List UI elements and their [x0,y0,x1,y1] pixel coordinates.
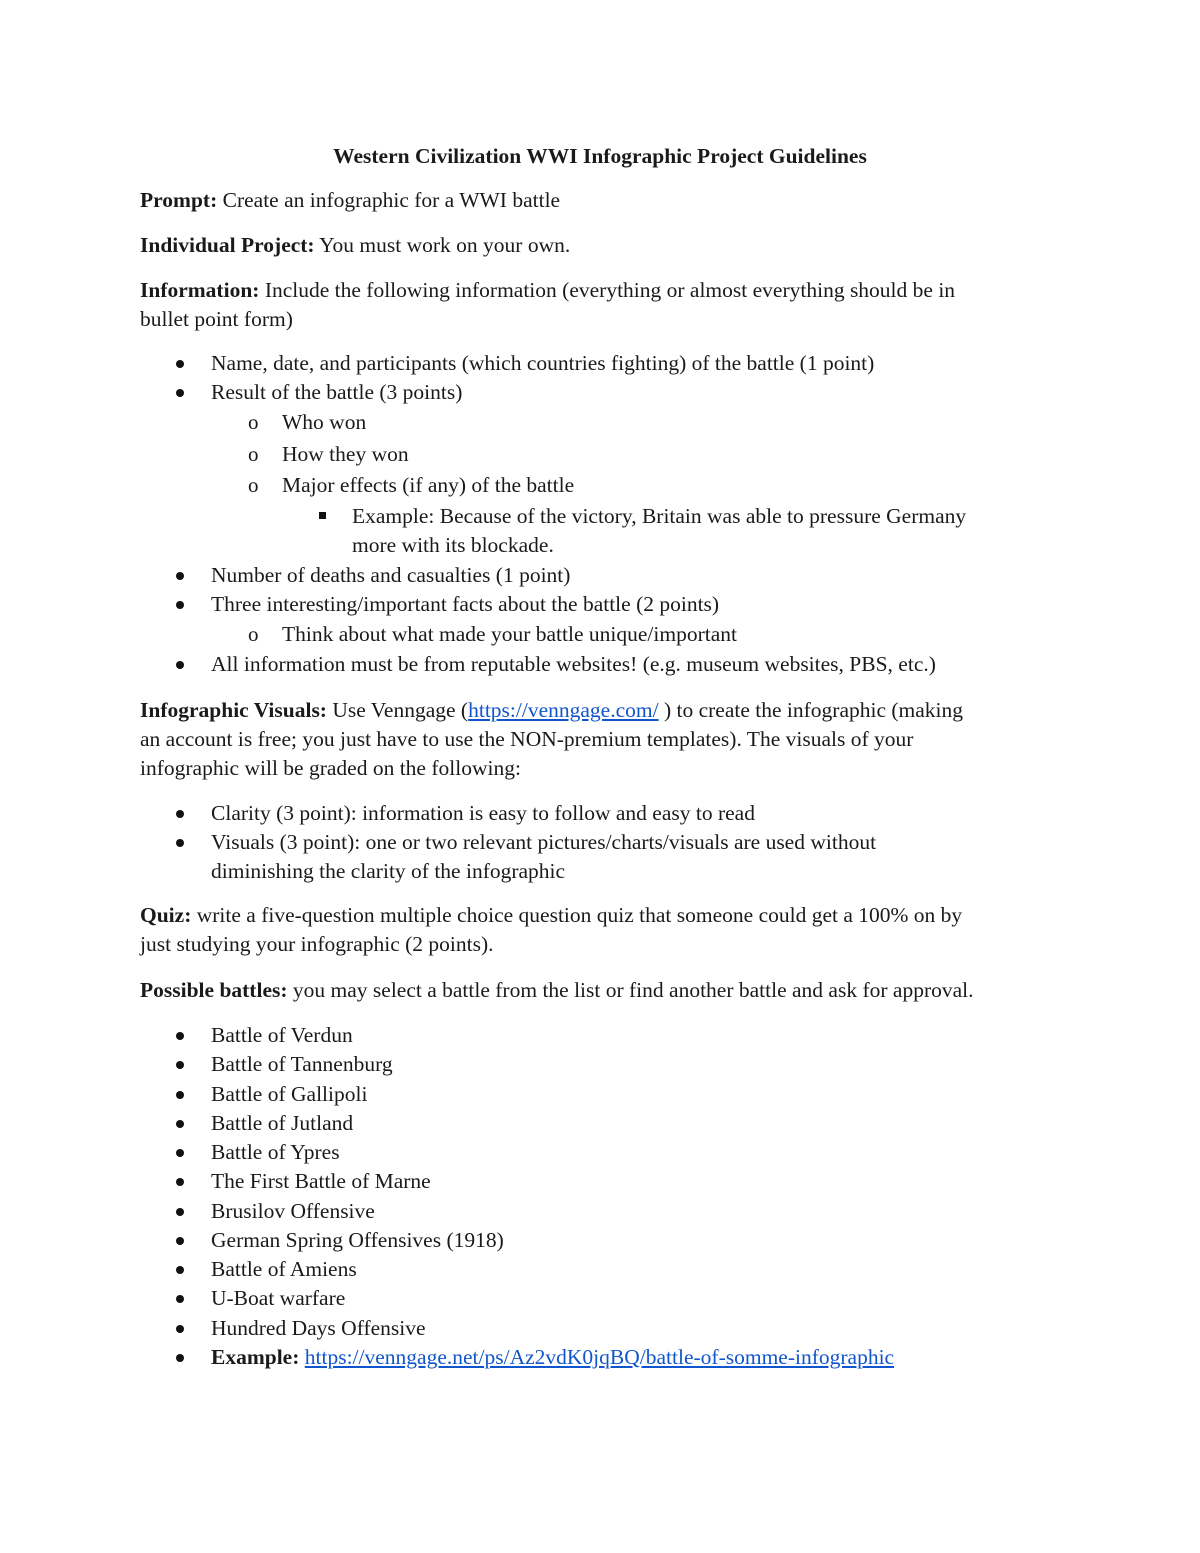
visuals-item: Visuals (3 point): one or two relevant pictures/charts/visuals are used without [211,830,877,854]
battles-line [140,976,974,1005]
visuals-line-3: infographic will be graded on the following: [140,756,521,780]
bullet-icon [176,1295,184,1303]
information-line-2: bullet point form) [140,307,293,331]
page-title: Western Civilization WWI Infographic Project Guidelines [333,144,867,168]
example-label: Example: [211,1345,300,1369]
bullet-icon [176,360,184,368]
info-example-line-2: more with its blockade. [352,533,554,557]
visuals-item: Clarity (3 point): information is easy to follow and easy to read [211,801,755,825]
bullet-icon [176,601,184,609]
battle-item: German Spring Offensives (1918) [211,1228,504,1252]
battle-item: Battle of Gallipoli [211,1082,368,1106]
bullet-icon [176,1149,184,1157]
individual-line [140,231,570,260]
example-infographic-link[interactable]: https://venngage.net/ps/Az2vdK0jqBQ/battle-of-somme-infographic [304,1345,895,1369]
bullet-icon [176,1032,184,1040]
visuals-line-1 [140,696,963,725]
individual-text: You must work on your own. [314,233,571,257]
prompt-label: Prompt: [140,188,218,212]
battle-item: Battle of Tannenburg [211,1052,393,1076]
bullet-icon [176,661,184,669]
info-sub-item: Think about what made your battle unique/important [282,622,737,646]
battle-item: The First Battle of Marne [211,1169,431,1193]
prompt-line [140,186,560,215]
bullet-icon [176,1120,184,1128]
info-example-line-1: Example: Because of the victory, Britain was able to pressure Germany [352,504,967,528]
visuals-item-continued: diminishing the clarity of the infographic [211,859,566,883]
bullet-icon [176,839,184,847]
quiz-label: Quiz: [140,903,192,927]
information-line-1 [140,276,955,305]
quiz-text: write a five-question multiple choice question quiz that someone could get a 100% on by [191,903,963,927]
battle-item: Battle of Amiens [211,1257,357,1281]
sub-bullet-icon: o [248,473,259,497]
bullet-icon [176,1061,184,1069]
sub-bullet-icon: o [248,622,259,646]
info-item: Number of deaths and casualties (1 point) [211,563,571,587]
information-label: Information: [140,278,260,302]
battles-label: Possible battles: [140,978,288,1002]
battle-item: Battle of Ypres [211,1140,340,1164]
bullet-icon [176,1354,184,1362]
battle-item: Brusilov Offensive [211,1199,375,1223]
quiz-line-2: just studying your infographic (2 points). [140,932,494,956]
bullet-icon [176,810,184,818]
info-sub-item: How they won [282,442,409,466]
bullet-icon [176,572,184,580]
battle-item: Battle of Jutland [211,1111,354,1135]
quiz-line-1 [140,901,962,930]
visuals-line-2: an account is free; you just have to use the NON-premium templates). The visuals of your [140,727,914,751]
information-text: Include the following information (everything or almost everything should be in [259,278,956,302]
bullet-icon [176,1091,184,1099]
square-bullet-icon [319,512,326,519]
venngage-link[interactable]: https://venngage.com/ [468,698,659,722]
bullet-icon [176,389,184,397]
info-item: Name, date, and participants (which countries fighting) of the battle (1 point) [211,351,875,375]
bullet-icon [176,1325,184,1333]
bullet-icon [176,1266,184,1274]
info-item: All information must be from reputable websites! (e.g. museum websites, PBS, etc.) [211,652,936,676]
battle-example-line [211,1343,894,1372]
prompt-text: Create an infographic for a WWI battle [217,188,561,212]
battles-text: you may select a battle from the list or find another battle and ask for approval. [287,978,974,1002]
sub-bullet-icon: o [248,442,259,466]
bullet-icon [176,1237,184,1245]
visuals-pre: Use Venngage ( [326,698,469,722]
info-item: Result of the battle (3 points) [211,380,463,404]
sub-bullet-icon: o [248,410,259,434]
info-item: Three interesting/important facts about the battle (2 points) [211,592,720,616]
info-sub-item: Major effects (if any) of the battle [282,473,575,497]
info-sub-item: Who won [282,410,367,434]
visuals-label: Infographic Visuals: [140,698,327,722]
bullet-icon [176,1208,184,1216]
visuals-post: ) to create the infographic (making [658,698,964,722]
bullet-icon [176,1178,184,1186]
battle-item: Battle of Verdun [211,1023,353,1047]
individual-label: Individual Project: [140,233,315,257]
battle-item: Hundred Days Offensive [211,1316,426,1340]
battle-item: U-Boat warfare [211,1286,346,1310]
